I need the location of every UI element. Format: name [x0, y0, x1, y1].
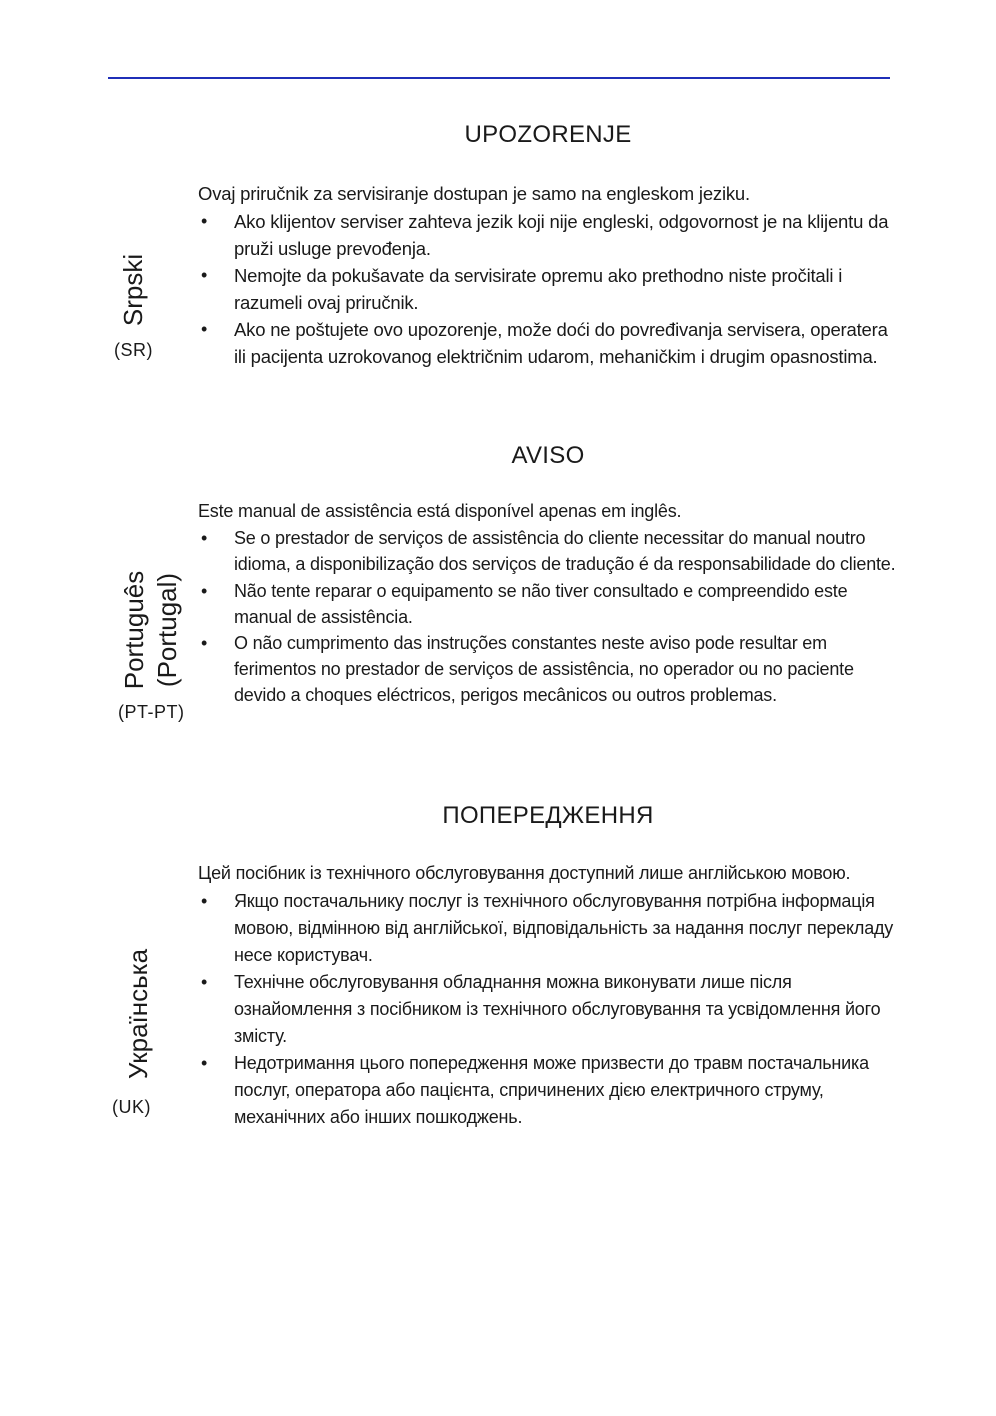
list-item — [198, 578, 898, 630]
section-heading: AVISO — [511, 442, 585, 469]
language-name: Português — [119, 570, 149, 690]
bullet-icon: • — [201, 319, 208, 339]
list-item — [198, 888, 898, 969]
bullet-icon: • — [201, 265, 208, 285]
language-code: (SR) — [114, 340, 153, 360]
list-item-text: Якщо постачальнику послуг із технічного обслуговування потрібна інформація мовою, відмінною від англійської, відповідальність за надання послуг перекладу несе користувач. — [234, 891, 894, 965]
language-label — [117, 225, 149, 355]
language-code: (PT-PT) — [118, 702, 185, 722]
list-item — [198, 1050, 898, 1131]
bullet-icon: • — [201, 1053, 208, 1073]
intro-text: Ovaj priručnik za servisiranje dostupan je samo na engleskom jeziku. — [198, 183, 750, 204]
intro-text: Este manual de assistência está disponível apenas em inglês. — [198, 501, 682, 521]
list-item — [198, 525, 898, 577]
bullet-icon: • — [201, 972, 208, 992]
list-item — [198, 969, 898, 1050]
list-item — [198, 316, 898, 370]
section-body — [198, 860, 898, 1131]
header-rule — [108, 77, 890, 79]
list-item — [198, 262, 898, 316]
section-body — [198, 498, 898, 709]
list-item — [198, 630, 898, 709]
section-body — [198, 180, 898, 370]
language-name: Українська — [123, 948, 153, 1080]
list-item-text: Se o prestador de serviços de assistência do cliente necessitar do manual noutro idioma, a disponibilização dos serviços de tradução é da responsabilidade do cliente. — [234, 528, 896, 575]
list-item-text: Ako ne poštujete ovo upozorenje, može doći do povređivanja servisera, operatera ili pacijenta uzrokovanog električnim udarom, mehaničkim i drugim opasnostima. — [234, 319, 888, 367]
bullet-icon: • — [201, 528, 208, 549]
bullet-icon: • — [201, 211, 208, 231]
language-name: Srpski — [118, 253, 148, 327]
list-item-text: Não tente reparar o equipamento se não tiver consultado e compreendido este manual de assistência. — [234, 580, 848, 627]
bullet-list — [198, 208, 898, 370]
language-region: (Portugal) — [152, 572, 182, 688]
list-item-text: O não cumprimento das instruções constantes neste aviso pode resultar em ferimentos no prestador de serviços de assistência, no operador ou no paciente devido a choques eléctricos, perigos mecânicos ou outros problemas. — [234, 633, 854, 706]
language-label — [118, 545, 184, 715]
section-heading: UPOZORENJE — [464, 121, 632, 148]
bullet-icon: • — [201, 891, 208, 911]
list-item-text: Технічне обслуговування обладнання можна виконувати лише після ознайомлення з посібником із технічного обслуговування та усвідомлення його змісту. — [234, 972, 881, 1046]
list-item-text: Ako klijentov serviser zahteva jezik koji nije engleski, odgovornost je na klijentu da pruži usluge prevođenja. — [234, 211, 889, 259]
language-code: (UK) — [112, 1097, 151, 1117]
bullet-list — [198, 888, 898, 1131]
bullet-list — [198, 525, 898, 708]
list-item-text: Nemojte da pokušavate da servisirate opremu ako prethodno niste pročitali i razumeli ovaj priručnik. — [234, 265, 843, 313]
language-label — [122, 934, 154, 1094]
bullet-icon: • — [201, 580, 208, 601]
intro-text: Цей посібник із технічного обслуговування доступний лише англійською мовою. — [198, 863, 851, 883]
list-item — [198, 208, 898, 262]
section-heading: ПОПЕРЕДЖЕННЯ — [442, 802, 654, 829]
bullet-icon: • — [201, 633, 208, 654]
list-item-text: Недотримання цього попередження може призвести до травм постачальника послуг, оператора або пацієнта, спричинених дією електричного струму, механічних або інших пошкоджень. — [234, 1053, 869, 1127]
